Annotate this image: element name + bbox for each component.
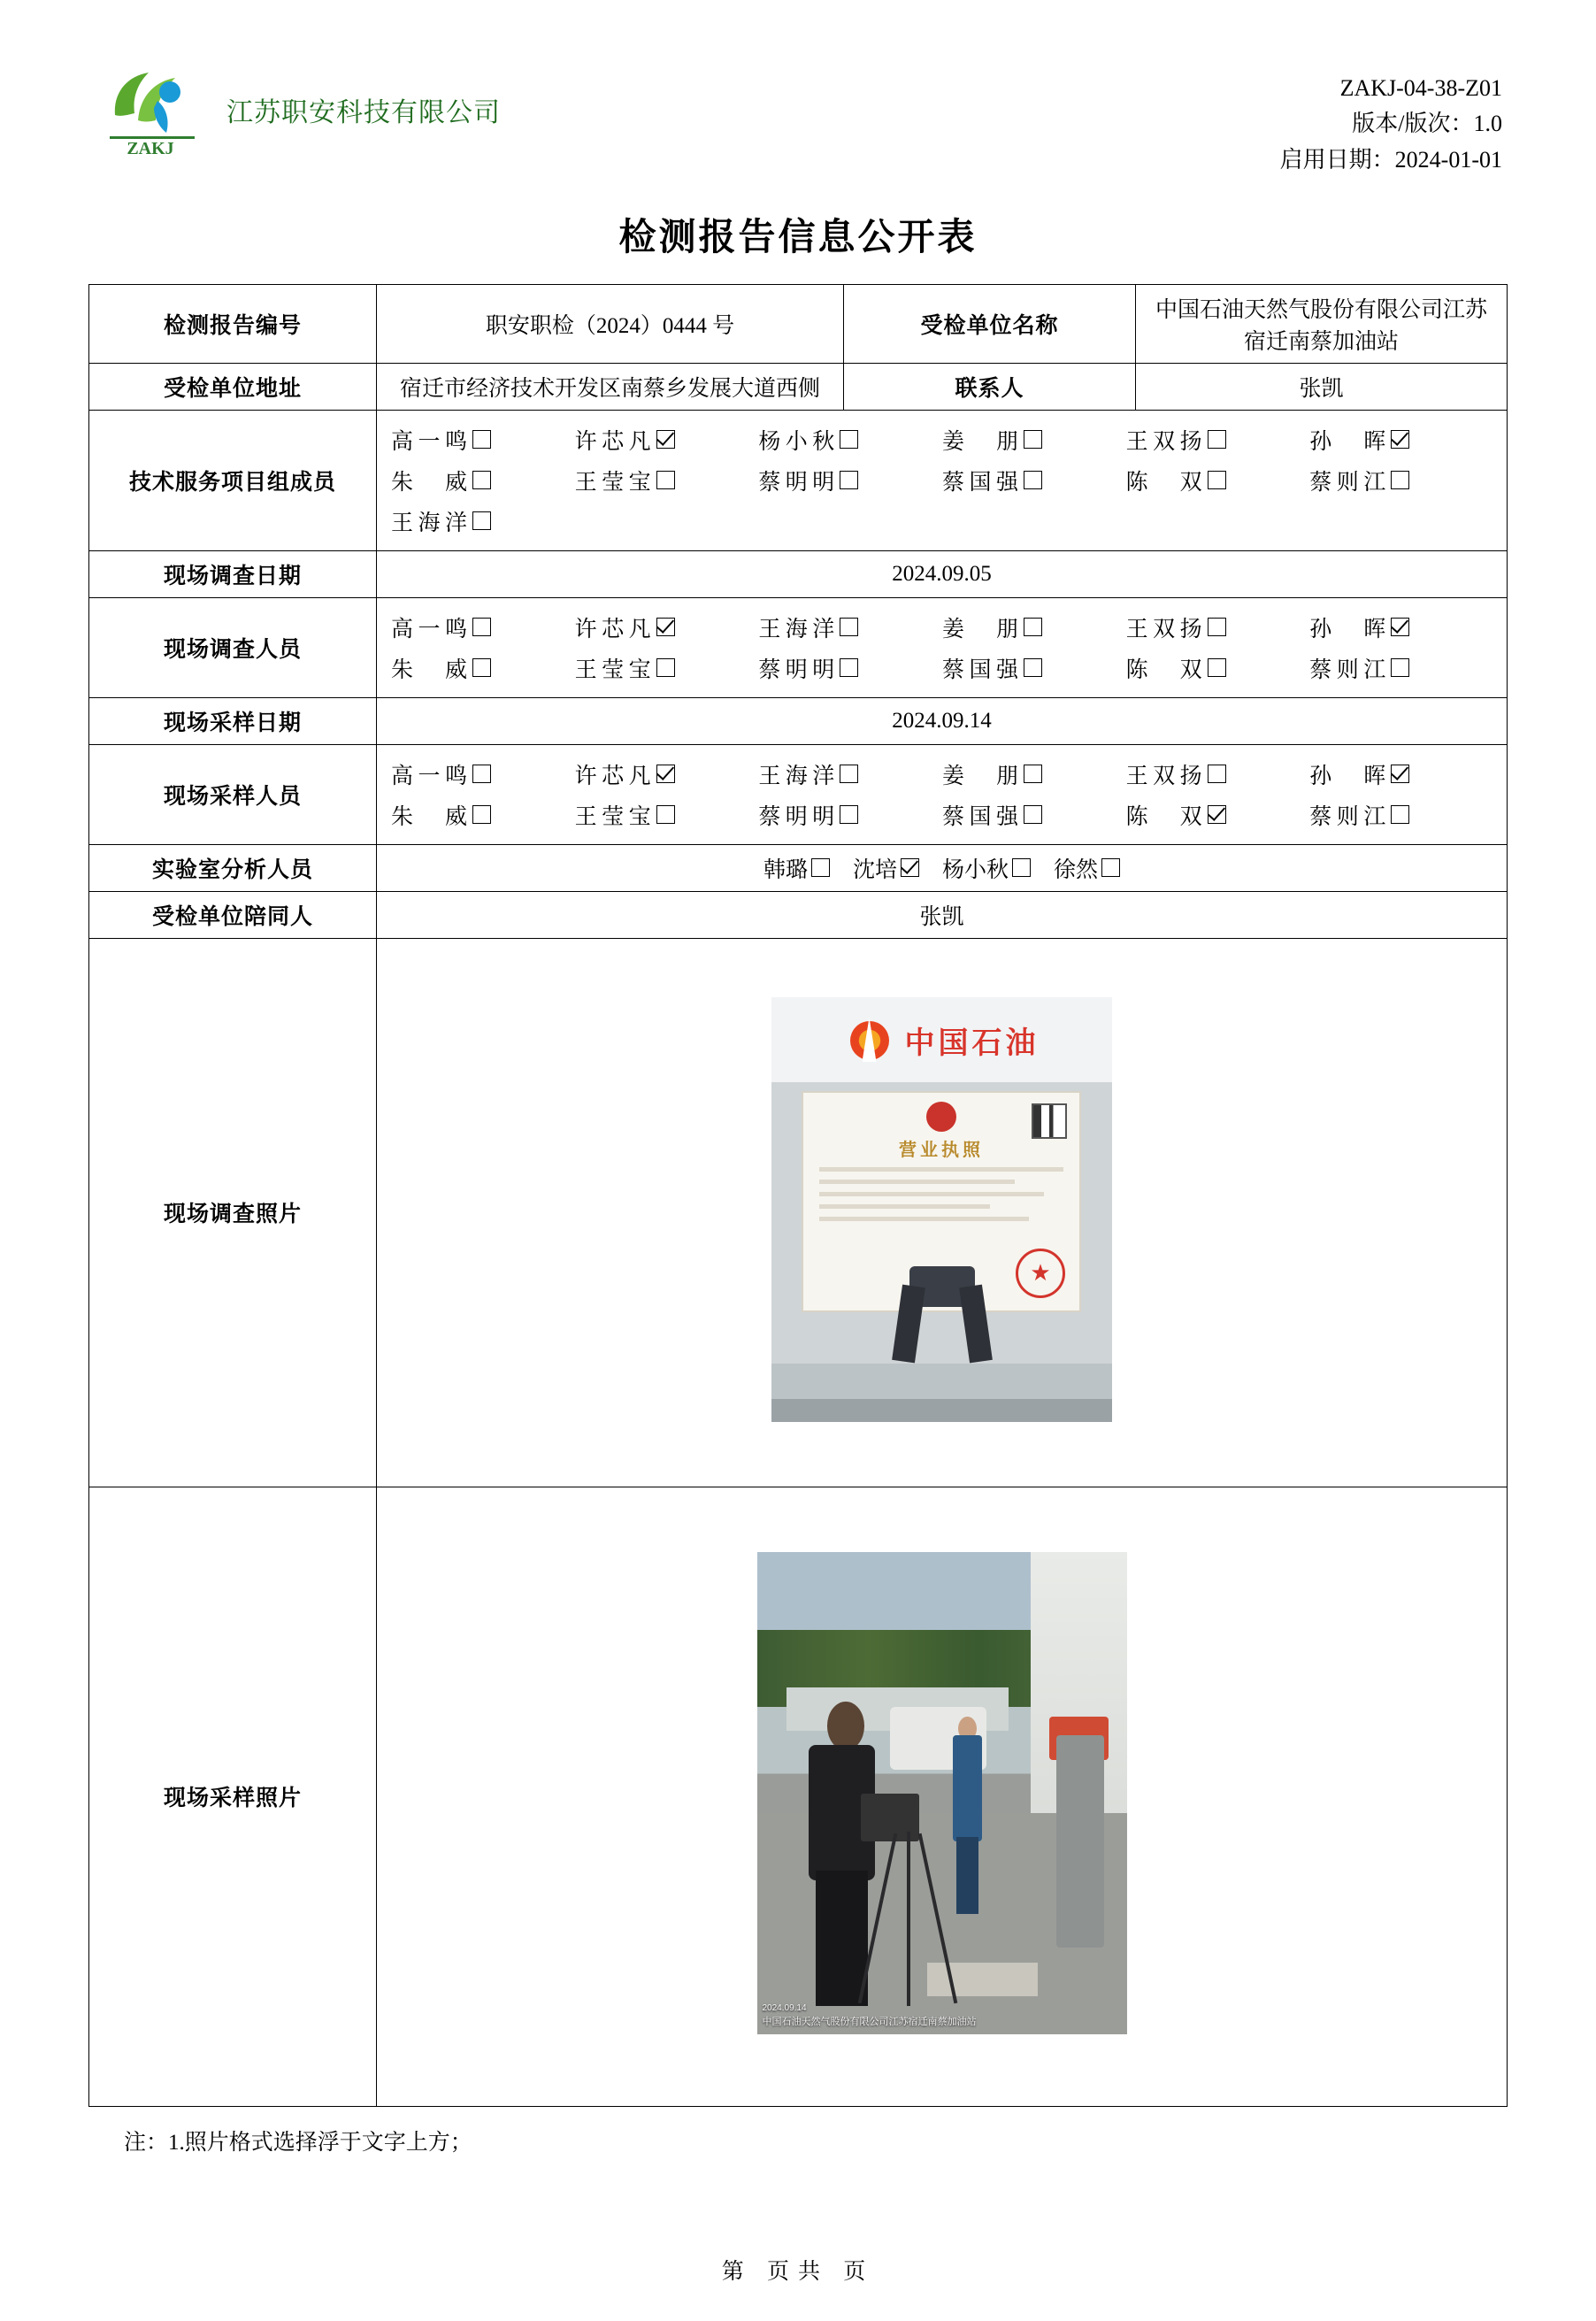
checkbox-item[interactable] — [942, 460, 1126, 501]
checkbox-label: 孙 晖 — [1309, 617, 1386, 642]
checkbox-item[interactable] — [1126, 754, 1310, 795]
checkbox-label: 徐然 — [1054, 857, 1099, 882]
checkbox-item[interactable] — [1126, 460, 1310, 501]
checkbox-item[interactable] — [758, 754, 942, 795]
checkbox-label: 朱 威 — [391, 470, 467, 495]
license-title: 营业执照 — [899, 1140, 984, 1160]
checkbox-item[interactable] — [1309, 795, 1493, 835]
sampling-date-value: 2024.09.14 — [377, 697, 1508, 744]
checkbox-label: 孙 晖 — [1309, 429, 1386, 454]
official-stamp-icon — [1016, 1249, 1065, 1298]
checkbox-icon[interactable] — [840, 765, 858, 783]
header-meta — [1280, 62, 1508, 178]
table-row — [89, 597, 1508, 697]
page-number-footer: 第 页共 页 — [721, 2259, 875, 2284]
client-address-value: 宿迁市经济技术开发区南蔡乡发展大道西侧 — [377, 363, 844, 410]
checkbox-item[interactable] — [1126, 419, 1310, 460]
checkbox-icon[interactable] — [472, 618, 491, 636]
checkbox-label: 杨小秋 — [942, 857, 1009, 882]
table-row — [89, 410, 1508, 550]
table-row — [89, 550, 1508, 597]
checkbox-item[interactable] — [1309, 419, 1493, 460]
checkbox-item[interactable] — [758, 460, 942, 501]
team-members-checklist[interactable] — [386, 418, 1498, 543]
checkbox-label: 王双扬 — [1125, 764, 1202, 788]
doc-code: ZAKJ-04-38-Z01 — [1339, 75, 1502, 101]
checkbox-label: 高一鸣 — [391, 764, 467, 788]
checkbox-icon[interactable] — [840, 618, 858, 636]
checkbox-icon[interactable] — [811, 858, 830, 877]
checkbox-icon[interactable] — [1024, 765, 1042, 783]
survey-photo-label: 现场调查照片 — [89, 938, 377, 1487]
checkbox-item[interactable] — [763, 852, 830, 884]
table-row — [89, 744, 1508, 844]
checkbox-item[interactable] — [391, 419, 575, 460]
petrochina-brand-text: 中国石油 — [904, 1027, 1040, 1061]
petrochina-logo-icon — [845, 1018, 894, 1064]
checkbox-label: 王莹宝 — [574, 657, 651, 682]
team-members-cell — [377, 410, 1508, 550]
photo-timestamp: 2024.09.14 — [762, 2002, 807, 2013]
report-info-table — [88, 284, 1508, 2107]
checkbox-item[interactable] — [391, 648, 575, 688]
lab-staff-cell — [377, 844, 1508, 891]
checkbox-icon[interactable] — [656, 471, 675, 489]
checkbox-item[interactable] — [942, 754, 1126, 795]
checkbox-checked-icon[interactable] — [1391, 618, 1409, 636]
report-no-value: 职安职检（2024）0444 号 — [377, 284, 844, 363]
checkbox-item[interactable] — [1309, 607, 1493, 648]
checkbox-label: 王海洋 — [758, 617, 835, 642]
checkbox-label: 许芯凡 — [574, 429, 651, 454]
doc-version: 版本/版次：1.0 — [1352, 111, 1502, 137]
team-members-label: 技术服务项目组成员 — [89, 410, 377, 550]
survey-photo-image — [771, 997, 1112, 1422]
svg-text:ZAKJ: ZAKJ — [127, 139, 174, 158]
table-row — [89, 844, 1508, 891]
checkbox-item[interactable] — [391, 795, 575, 835]
checkbox-item[interactable] — [1309, 648, 1493, 688]
checkbox-item[interactable] — [942, 607, 1126, 648]
checkbox-item[interactable] — [942, 852, 1031, 884]
checkbox-icon[interactable] — [1391, 805, 1409, 824]
checkbox-item[interactable] — [942, 648, 1126, 688]
table-row — [89, 1487, 1508, 2106]
sampling-photo-image — [757, 1552, 1127, 2034]
checkbox-checked-icon[interactable] — [1391, 430, 1409, 449]
checkbox-icon[interactable] — [472, 805, 491, 824]
checkbox-item[interactable] — [758, 419, 942, 460]
checkbox-icon[interactable] — [656, 805, 675, 824]
checkbox-item[interactable] — [575, 607, 759, 648]
checkbox-icon[interactable] — [1208, 765, 1226, 783]
checkbox-label: 王莹宝 — [574, 470, 651, 495]
checkbox-item[interactable] — [758, 795, 942, 835]
checkbox-label: 姜 朋 — [941, 429, 1018, 454]
photo-caption-text: 中国石油天然气股份有限公司江苏宿迁南蔡加油站 — [762, 2016, 977, 2027]
checkbox-item[interactable] — [1126, 607, 1310, 648]
checkbox-label: 蔡则江 — [1309, 804, 1386, 829]
checkbox-item[interactable] — [391, 754, 575, 795]
escort-label: 受检单位陪同人 — [89, 891, 377, 938]
table-row — [89, 891, 1508, 938]
survey-photo-cell — [377, 938, 1508, 1487]
checkbox-icon[interactable] — [840, 430, 858, 449]
checkbox-item[interactable] — [758, 648, 942, 688]
checkbox-item[interactable] — [1309, 460, 1493, 501]
sampling-date-label: 现场采样日期 — [89, 697, 377, 744]
checkbox-item[interactable] — [575, 648, 759, 688]
checkbox-icon[interactable] — [1208, 618, 1226, 636]
lab-staff-checklist[interactable] — [386, 852, 1498, 884]
company-name: 江苏职安科技有限公司 — [226, 98, 501, 127]
checkbox-label: 王双扬 — [1125, 617, 1202, 642]
checkbox-item[interactable] — [575, 754, 759, 795]
checkbox-checked-icon[interactable] — [656, 765, 675, 783]
checkbox-label: 姜 朋 — [941, 764, 1018, 788]
checkbox-item[interactable] — [575, 460, 759, 501]
sampling-photo — [757, 1552, 1127, 2034]
survey-photo — [771, 997, 1112, 1422]
checkbox-label: 姜 朋 — [941, 617, 1018, 642]
checkbox-checked-icon[interactable] — [656, 618, 675, 636]
checkbox-checked-icon[interactable] — [901, 858, 919, 877]
checkbox-label: 蔡明明 — [758, 804, 835, 829]
sampling-photo-label: 现场采样照片 — [89, 1487, 377, 2106]
checkbox-item[interactable] — [391, 501, 575, 542]
checkbox-icon[interactable] — [1024, 430, 1042, 449]
company-logo-icon — [97, 62, 211, 158]
checkbox-label: 杨小秋 — [758, 429, 835, 454]
checkbox-item[interactable] — [942, 795, 1126, 835]
checkbox-icon[interactable] — [1024, 658, 1042, 677]
document-header — [88, 62, 1508, 178]
client-address-label: 受检单位地址 — [89, 363, 377, 410]
checkbox-label: 朱 威 — [391, 804, 467, 829]
checkbox-label: 孙 晖 — [1309, 764, 1386, 788]
sampling-staff-cell — [377, 744, 1508, 844]
qr-code-icon — [1032, 1103, 1067, 1139]
checkbox-label: 蔡国强 — [941, 470, 1018, 495]
survey-staff-checklist[interactable] — [386, 605, 1498, 690]
checkbox-checked-icon[interactable] — [1208, 805, 1226, 824]
checkbox-icon[interactable] — [1101, 858, 1120, 877]
checkbox-label: 沈培 — [852, 857, 897, 882]
emblem-icon — [926, 1102, 956, 1132]
table-row — [89, 284, 1508, 363]
contact-value: 张凯 — [1136, 363, 1508, 410]
sampling-staff-label: 现场采样人员 — [89, 744, 377, 844]
checkbox-icon[interactable] — [1208, 471, 1226, 489]
photo-caption — [763, 2002, 1122, 2030]
checkbox-icon[interactable] — [1208, 658, 1226, 677]
checkbox-label: 王海洋 — [391, 511, 467, 535]
person-silhouette — [876, 1266, 1009, 1362]
page-title: 检测报告信息公开表 — [618, 217, 978, 258]
checkbox-item[interactable] — [853, 852, 919, 884]
checkbox-item[interactable] — [942, 419, 1126, 460]
checkbox-icon[interactable] — [472, 658, 491, 677]
table-row — [89, 363, 1508, 410]
checkbox-label: 高一鸣 — [391, 429, 467, 454]
brand-block — [88, 62, 501, 158]
checkbox-icon[interactable] — [472, 765, 491, 783]
survey-date-label: 现场调查日期 — [89, 550, 377, 597]
checkbox-label: 高一鸣 — [391, 617, 467, 642]
client-name-value: 中国石油天然气股份有限公司江苏宿迁南蔡加油站 — [1136, 284, 1508, 363]
checkbox-label: 陈 双 — [1125, 470, 1202, 495]
checkbox-label: 陈 双 — [1125, 804, 1202, 829]
checkbox-label: 王莹宝 — [574, 804, 651, 829]
doc-effective-date: 启用日期：2024-01-01 — [1279, 146, 1502, 173]
checkbox-icon[interactable] — [840, 658, 858, 677]
checkbox-item[interactable] — [1126, 648, 1310, 688]
report-no-label: 检测报告编号 — [89, 284, 377, 363]
checkbox-label: 蔡国强 — [941, 657, 1018, 682]
checkbox-label: 王海洋 — [758, 764, 835, 788]
license-text-lines — [819, 1167, 1063, 1229]
checkbox-icon[interactable] — [472, 511, 491, 530]
checkbox-icon[interactable] — [1391, 471, 1409, 489]
sampling-photo-cell — [377, 1487, 1508, 2106]
footnote: 注：1.照片格式选择浮于文字上方； — [124, 2130, 472, 2155]
checkbox-label: 陈 双 — [1125, 657, 1202, 682]
checkbox-item[interactable] — [575, 419, 759, 460]
client-name-label: 受检单位名称 — [844, 284, 1136, 363]
checkbox-icon[interactable] — [1391, 658, 1409, 677]
table-row — [89, 697, 1508, 744]
checkbox-item[interactable] — [391, 460, 575, 501]
lab-staff-label: 实验室分析人员 — [89, 844, 377, 891]
checkbox-label: 蔡则江 — [1309, 657, 1386, 682]
checkbox-icon[interactable] — [1024, 618, 1042, 636]
table-row — [89, 938, 1508, 1487]
checkbox-icon[interactable] — [1012, 858, 1031, 877]
checkbox-checked-icon[interactable] — [1391, 765, 1409, 783]
contact-label: 联系人 — [844, 363, 1136, 410]
checkbox-label: 许芯凡 — [574, 617, 651, 642]
checkbox-icon[interactable] — [656, 658, 675, 677]
sampling-staff-checklist[interactable] — [386, 752, 1498, 837]
checkbox-icon[interactable] — [1024, 805, 1042, 824]
checkbox-checked-icon[interactable] — [656, 430, 675, 449]
survey-date-value: 2024.09.05 — [377, 550, 1508, 597]
checkbox-item[interactable] — [1309, 754, 1493, 795]
checkbox-item[interactable] — [1054, 852, 1120, 884]
checkbox-label: 朱 威 — [391, 657, 467, 682]
checkbox-item[interactable] — [575, 795, 759, 835]
checkbox-item[interactable] — [758, 607, 942, 648]
checkbox-icon[interactable] — [1024, 471, 1042, 489]
escort-value: 张凯 — [377, 891, 1508, 938]
checkbox-label: 许芯凡 — [574, 764, 651, 788]
checkbox-icon[interactable] — [472, 471, 491, 489]
checkbox-icon[interactable] — [472, 430, 491, 449]
checkbox-label: 王双扬 — [1125, 429, 1202, 454]
checkbox-item[interactable] — [1126, 795, 1310, 835]
checkbox-label: 韩璐 — [763, 857, 808, 882]
checkbox-icon[interactable] — [840, 805, 858, 824]
checkbox-item[interactable] — [391, 607, 575, 648]
checkbox-icon[interactable] — [840, 471, 858, 489]
checkbox-label: 蔡明明 — [758, 470, 835, 495]
survey-staff-label: 现场调查人员 — [89, 597, 377, 697]
checkbox-label: 蔡国强 — [941, 804, 1018, 829]
checkbox-label: 蔡则江 — [1309, 470, 1386, 495]
survey-staff-cell — [377, 597, 1508, 697]
checkbox-icon[interactable] — [1208, 430, 1226, 449]
checkbox-label: 蔡明明 — [758, 657, 835, 682]
